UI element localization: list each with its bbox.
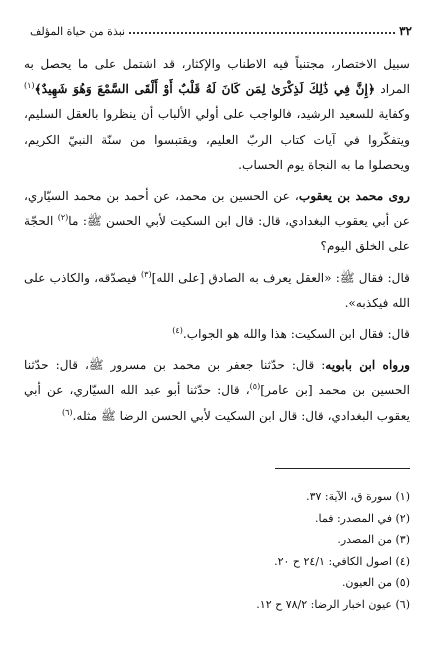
body-text — [24, 52, 410, 429]
p2-text-2: الحجّة على الخلق اليوم؟ — [24, 214, 410, 254]
p2-text-1: ، عن الحسين بن محمد، عن أحمد بن محمد السيّاري، عن أبي يعقوب البغدادي، قال: قال ابن السكيت لأبي الحسن ﷺ: ما — [24, 189, 410, 229]
footnote-ref-4: (٤) — [172, 325, 183, 335]
p3-text-2: فيصدّقه، والكاذب على الله فيكذبه». — [24, 270, 410, 310]
footnote: (١) سورة ق، الآية: ٣٧. — [306, 490, 410, 503]
footnote-ref-5: (٥) — [249, 382, 261, 392]
p3-text-1: قال: فقال ﷺ: «العقل يعرف به الصادق [على الله] — [151, 270, 410, 285]
footnote-divider — [275, 468, 410, 469]
paragraph-4 — [24, 322, 410, 347]
running-title: نبذة من حياة المؤلف — [30, 25, 126, 38]
footnote-ref-2: (٢) — [57, 213, 69, 223]
footnotes — [24, 486, 410, 616]
p5-text-1: : قال: حدّثنا جعفر بن محمد بن مسرور ﷺ، قال: حدّثنا الحسين بن محمد [بن عامر] — [24, 358, 411, 398]
footnote-ref-3: (٣) — [141, 269, 152, 279]
footnote: (٦) عيون اخبار الرضا: ٧٨/٢ ح ١٢. — [256, 597, 410, 611]
paragraph-5 — [24, 353, 410, 429]
footnote: (٤) اصول الكافي: ٢٤/١ ح ٢٠. — [274, 554, 410, 568]
p4-text: قال: فقال ابن السكيت: هذا والله هو الجواب. — [182, 327, 410, 342]
footnote-ref-1: (١) — [24, 81, 35, 91]
p5-lead: ورواه ابن بابويه — [325, 358, 410, 373]
p2-lead: روى محمد بن يعقوب — [298, 189, 410, 204]
p1-text-after: وكفاية للسعيد الرشيد، فالواجب على أولي الألباب أن ينظروا بالعقل السليم، ويتفكّروا في آيات كتاب الربّ العليم، ويقتبسوا من سنّة النبيّ الكريم، ويحصلوا ما به النجاة يوم الحساب. — [24, 107, 410, 172]
paragraph-2 — [24, 184, 410, 260]
quran-verse: ﴿إِنَّ فِي ذَٰلِكَ لَذِكْرَىٰ لِمَن كَانَ لَهُ قَلْبٌ أَوْ أَلْقَى السَّمْعَ وَهُوَ شَهِيدٌ﴾ — [34, 82, 376, 97]
header-dotted-leader — [129, 32, 395, 34]
footnote: (٢) في المصدر: فما. — [315, 511, 410, 525]
page-number: ٣٢ — [399, 24, 412, 38]
page-header — [30, 20, 412, 38]
p1-text-before: سبيل الاختصار، مجتنباً فيه الاطناب والإكثار، قد اشتمل على ما يحصل به المراد — [24, 57, 410, 97]
paragraph-1 — [24, 52, 410, 178]
p5-text-2: ، قال: حدّثنا أبو عبد الله السيّاري، عن أبي يعقوب البغدادي، قال: قال ابن السكيت لأبي الحسن الرضا ﷺ مثله. — [24, 383, 410, 423]
paragraph-3 — [24, 266, 410, 316]
footnote: (٥) من العيون. — [341, 576, 410, 590]
footnote: (٣) من المصدر. — [337, 533, 410, 547]
footnote-ref-6: (٦) — [61, 407, 73, 417]
